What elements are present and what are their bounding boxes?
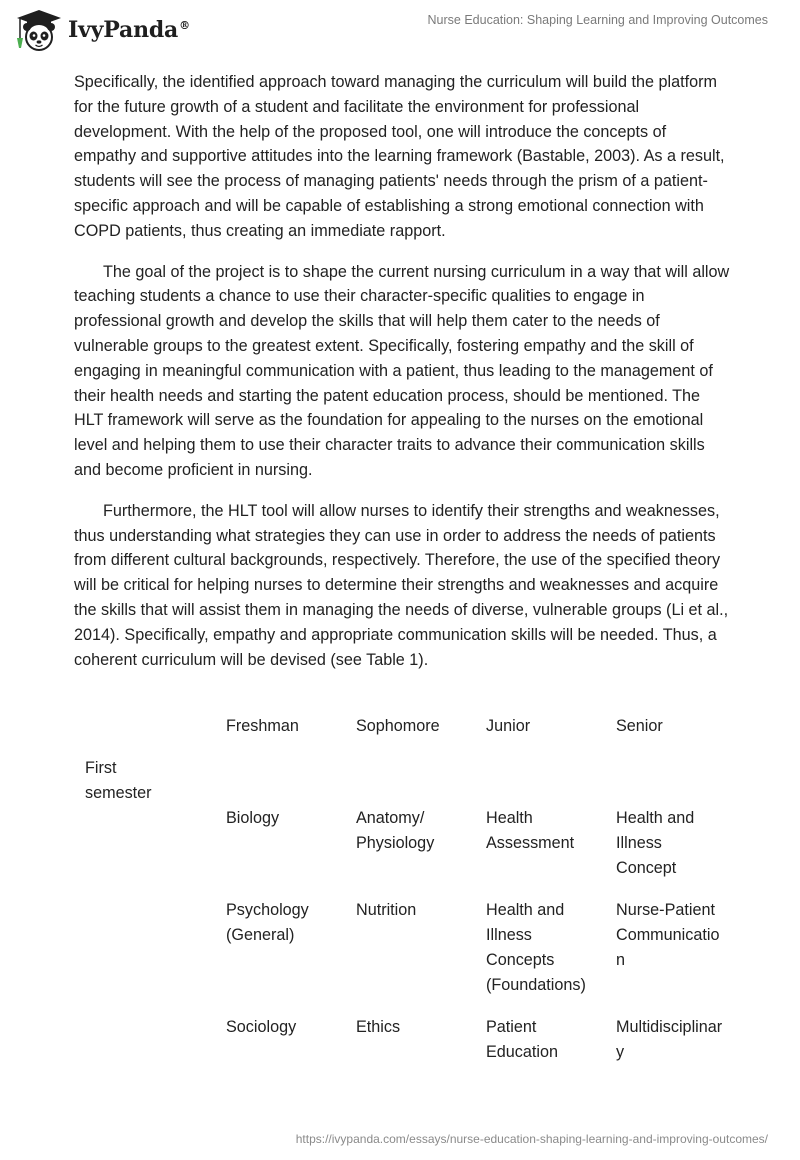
page-header bbox=[0, 0, 800, 64]
paragraph-3: Furthermore, the HLT tool will allow nurses to identify their strengths and weaknesses, thus understanding what strategies they can use in order to address the needs of patients from different cultural backgrounds, respectively. Therefore, the use of the specified theory will be critical for helping nurses to determine their strengths and weaknesses and acquire the skills that will assist them in managing the needs of diverse, vulnerable groups (Li et al., 2014). Specifically, empathy and appropriate communication skills will be needed. Thus, a coherent curriculum will be devised (see Table 1). bbox=[74, 501, 729, 669]
table-cell: Multidisciplinary bbox=[616, 1018, 723, 1061]
table-cell: Health and Illness Concepts (Foundations) bbox=[486, 901, 586, 994]
essay-body bbox=[74, 70, 730, 688]
semester-row bbox=[74, 756, 734, 806]
brand-name: IvyPanda® bbox=[68, 17, 190, 43]
table-row bbox=[74, 1015, 734, 1082]
curriculum-table bbox=[74, 714, 734, 1082]
table-row bbox=[74, 898, 734, 1015]
table-header-sophomore: Sophomore bbox=[356, 717, 440, 735]
paragraph-1: Specifically, the identified approach toward managing the curriculum will build the platform for the future growth of a student and facilitate the environment for professional development. With the help of the proposed tool, one will introduce the concepts of empathy and supportive attitudes into the learning framework (Bastable, 2003). As a result, students will see the process of managing patients' needs through the prism of a patient-specific approach and will be capable of establishing a strong emotional connection with COPD patients, thus creating an immediate rapport. bbox=[74, 73, 725, 240]
table-cell: Psychology (General) bbox=[226, 901, 309, 944]
table-cell: Health Assessment bbox=[486, 809, 575, 852]
table-header-junior: Junior bbox=[486, 717, 531, 735]
table-cell: Ethics bbox=[356, 1018, 401, 1036]
registered-mark: ® bbox=[179, 18, 190, 32]
semester-label: First semester bbox=[85, 759, 152, 802]
table-header-row bbox=[74, 714, 734, 756]
table-cell: Nurse-Patient Communication bbox=[616, 901, 720, 969]
table-row bbox=[74, 806, 734, 898]
table-cell: Patient Education bbox=[486, 1018, 558, 1061]
running-title: Nurse Education: Shaping Learning and Improving Outcomes bbox=[427, 13, 768, 27]
table-cell: Anatomy/ Physiology bbox=[356, 809, 435, 852]
table-header-senior: Senior bbox=[616, 717, 663, 735]
table-cell: Nutrition bbox=[356, 901, 417, 919]
source-url-link[interactable]: https://ivypanda.com/essays/nurse-education-shaping-learning-and-improving-outcomes/ bbox=[295, 1132, 768, 1146]
table-header-freshman: Freshman bbox=[226, 717, 299, 735]
table-header-empty bbox=[74, 714, 226, 756]
ivypanda-logo[interactable] bbox=[14, 8, 219, 52]
table-cell: Biology bbox=[226, 809, 280, 827]
panda-graduation-icon bbox=[14, 8, 64, 52]
table-cell: Health and Illness Concept bbox=[616, 809, 695, 877]
paragraph-2: The goal of the project is to shape the current nursing curriculum in a way that will allow teaching students a chance to use their character-specific qualities to engage in professional growth and develop the skills that will help them cater to the needs of vulnerable groups to the greatest extent. Specifically, fostering empathy and the skill of engaging in meaningful communication with a patient, thus leading to the management of their health needs and starting the patent education process, should be mentioned. The HLT framework will serve as the foundation for appealing to the nurses on the emotional level and helping them to use their character traits to advance their communication skills and become proficient in nursing. bbox=[74, 262, 730, 479]
table-cell: Sociology bbox=[226, 1018, 297, 1036]
